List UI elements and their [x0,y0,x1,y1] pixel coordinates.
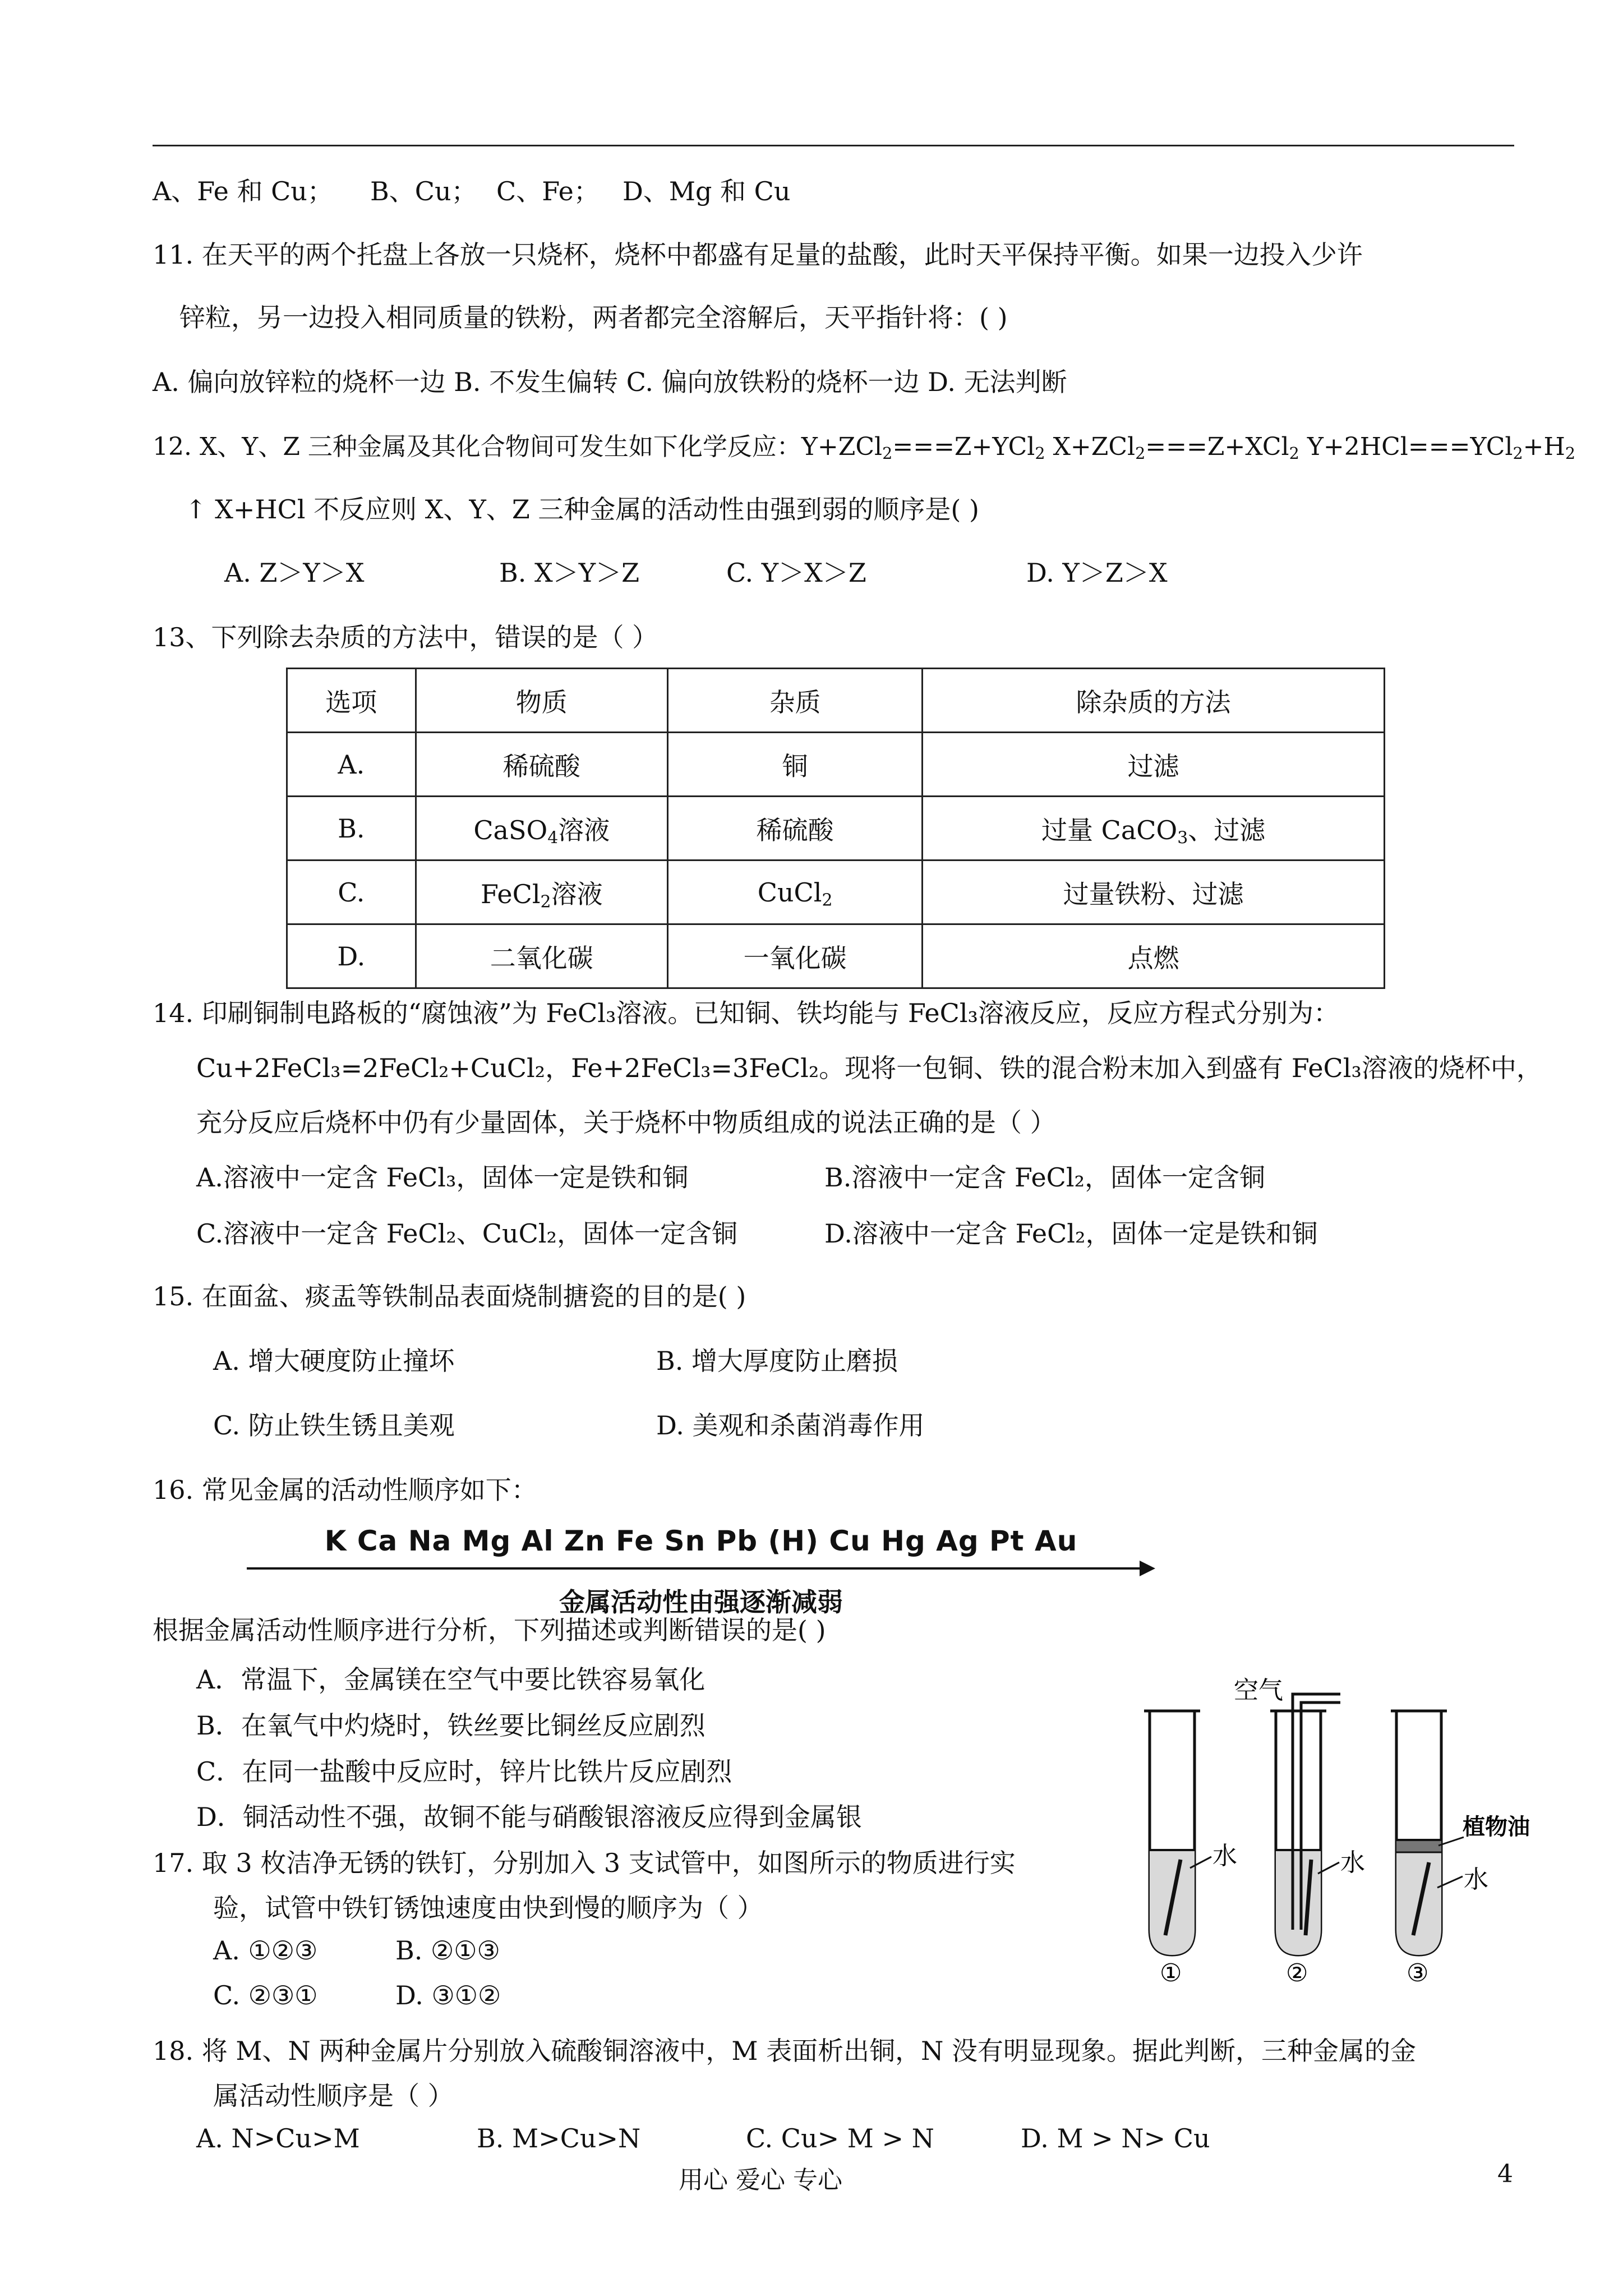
q15-option-d: D. 美观和杀菌消毒作用 [656,1410,925,1441]
table-cell: B. [287,797,416,861]
table-header-cell: 选项 [287,669,416,733]
water-label-1: 水 [1212,1842,1237,1870]
table-row [287,797,1385,861]
table-header-row [287,669,1385,733]
vegetable-oil-layer [1396,1840,1441,1852]
q17-option-b: B. ②①③ [395,1935,500,1966]
q10-option-c: C、Fe； [496,176,600,206]
activity-series-label: 金属活动性由强逐渐减弱 [559,1587,843,1617]
q18-line1: 18. 将 M、N 两种金属片分别放入硫酸铜溶液中，M 表面析出铜，N 没有明显现象。据此判断，三种金属的金 [153,2036,1416,2066]
q14-option-d: D.溶液中一定含 FeCl₂，固体一定是铁和铜 [824,1218,1318,1249]
table-cell: 二氧化碳 [416,924,667,988]
q14-option-c: C.溶液中一定含 FeCl₂、CuCl₂，固体一定含铜 [196,1218,737,1249]
activity-series [247,1525,1155,1619]
water-label-2: 水 [1340,1848,1365,1877]
table-cell: 一氧化碳 [667,924,922,988]
q14-line2: Cu+2FeCl₃=2FeCl₂+CuCl₂，Fe+2FeCl₃=3FeCl₂。现将一包铜、铁的混合粉末加入到盛有 FeCl₃溶液的烧杯中， [196,1053,1542,1083]
table-cell: 过量铁粉、过滤 [923,861,1385,924]
q14-line3: 充分反应后烧杯中仍有少量固体，关于烧杯中物质组成的说法正确的是（ ） [196,1107,1056,1138]
test-tube-3 [1391,1711,1464,1955]
tube-number-2: ② [1286,1959,1308,1986]
q14-option-a: A.溶液中一定含 FeCl₃，固体一定是铁和铜 [196,1162,689,1193]
q12-option-a: A. Z＞Y＞X [224,558,365,588]
table-cell: CaSO$_4$溶液 [416,797,667,861]
q11-line1: 11. 在天平的两个托盘上各放一只烧杯，烧杯中都盛有足量的盐酸，此时天平保持平衡。如果一边投入少许 [153,240,1363,270]
q17-option-a: A. ①②③ [213,1935,318,1966]
table-cell: A. [287,733,416,797]
q17-line1: 17. 取 3 枚洁净无锈的铁钉，分别加入 3 支试管中，如图所示的物质进行实 [153,1848,1016,1878]
table-cell: CuCl$_2$ [667,861,922,924]
q16-stem: 16. 常见金属的活动性顺序如下： [153,1475,537,1505]
q12-option-d: D. Y＞Z＞X [1026,558,1168,588]
q10-option-b: B、Cu； [370,176,477,206]
q11-line2: 锌粒，另一边投入相同质量的铁粉，两者都完全溶解后，天平指针将：( ) [179,302,1008,333]
table-row [287,861,1385,924]
test-tube-2 [1270,1694,1340,1955]
q14-line1: 14. 印刷铜制电路板的“腐蚀液”为 FeCl₃溶液。已知铜、铁均能与 FeCl₃溶液反应，反应方程式分别为： [153,998,1339,1028]
table-cell: 铜 [667,733,922,797]
q14-option-b: B.溶液中一定含 FeCl₂，固体一定含铜 [824,1162,1266,1193]
q12-option-b: B. X＞Y＞Z [499,558,640,588]
q12-option-c: C. Y＞X＞Z [726,558,866,588]
header-rule [153,145,1514,146]
activity-series-metals: K Ca Na Mg Al Zn Fe Sn Pb (H) Cu Hg Ag Pt Au [324,1525,1078,1557]
footer-motto: 用心 爱心 专心 [679,2166,842,2194]
table-cell: 过量 CaCO$_3$、过滤 [923,797,1385,861]
table-header-cell: 物质 [416,669,667,733]
test-tube-1 [1144,1711,1211,1955]
q18-option-a: A. N>Cu>M [196,2123,360,2154]
table-cell: FeCl$_2$溶液 [416,861,667,924]
q16-option-b: B．在氧气中灼烧时，铁丝要比铜丝反应剧烈 [196,1710,706,1741]
table-cell: C. [287,861,416,924]
table-header-cell: 杂质 [667,669,922,733]
q15-option-c: C. 防止铁生锈且美观 [213,1410,455,1441]
table-header-cell: 除杂质的方法 [923,669,1385,733]
q10-option-d: D、Mg 和 Cu [623,176,791,206]
test-tubes-figure [1127,1672,1553,1986]
activity-series-arrow [247,1557,1155,1580]
tube-number-1: ① [1160,1959,1182,1986]
q15-option-a: A. 增大硬度防止撞坏 [213,1346,455,1376]
q15-stem: 15. 在面盆、痰盂等铁制品表面烧制搪瓷的目的是( ) [153,1281,746,1312]
air-label: 空气 [1234,1676,1283,1705]
q17-line2: 验，试管中铁钉锈蚀速度由快到慢的顺序为（ ） [213,1893,763,1923]
q16-option-c: C．在同一盐酸中反应时，锌片比铁片反应剧烈 [196,1756,732,1787]
q12-line2: ↑ X+HCl 不反应则 X、Y、Z 三种金属的活动性由强到弱的顺序是( ) [185,494,979,524]
page-number: 4 [1497,2160,1513,2188]
table-cell: 稀硫酸 [416,733,667,797]
q13-table [286,668,1385,989]
q15-option-b: B. 增大厚度防止磨损 [656,1346,898,1376]
table-cell: 过滤 [923,733,1385,797]
q11-options: A. 偏向放锌粒的烧杯一边 B. 不发生偏转 C. 偏向放铁粉的烧杯一边 D. 无法判断 [153,367,1067,397]
table-row [287,733,1385,797]
q13-stem: 13、下列除去杂质的方法中，错误的是（ ） [153,622,658,652]
q17-option-c: C. ②③① [213,1980,318,2010]
q18-option-d: D. M > N> Cu [1021,2123,1210,2154]
table-cell: D. [287,924,416,988]
table-cell: 稀硫酸 [667,797,922,861]
q16-lead: 根据金属活动性顺序进行分析，下列描述或判断错误的是( ) [153,1615,826,1645]
q16-option-d: D．铜活动性不强，故铜不能与硝酸银溶液反应得到金属银 [196,1802,862,1832]
table-row [287,924,1385,988]
q12-line1: 12. X、Y、Z 三种金属及其化合物间可发生如下化学反应：Y+ZCl$_2$===Z+YCl$_2$ X+ZCl$_2$===Z+XCl$_2$ $Y+2HCl===YCl_2+H_2$ [153,432,1576,463]
q16-option-a: A．常温下，金属镁在空气中要比铁容易氧化 [196,1664,706,1695]
oil-label: 植物油 [1463,1814,1530,1840]
tube-number-3: ③ [1407,1959,1429,1986]
water-label-3: 水 [1464,1865,1488,1894]
q18-option-c: C. Cu> M > N [746,2123,934,2154]
table-cell: 点燃 [923,924,1385,988]
q18-line2: 属活动性顺序是（ ） [213,2081,454,2111]
q18-option-b: B. M>Cu>N [477,2123,641,2154]
q10-option-a: A、Fe 和 Cu； [153,176,333,206]
q17-option-d: D. ③①② [395,1980,501,2010]
